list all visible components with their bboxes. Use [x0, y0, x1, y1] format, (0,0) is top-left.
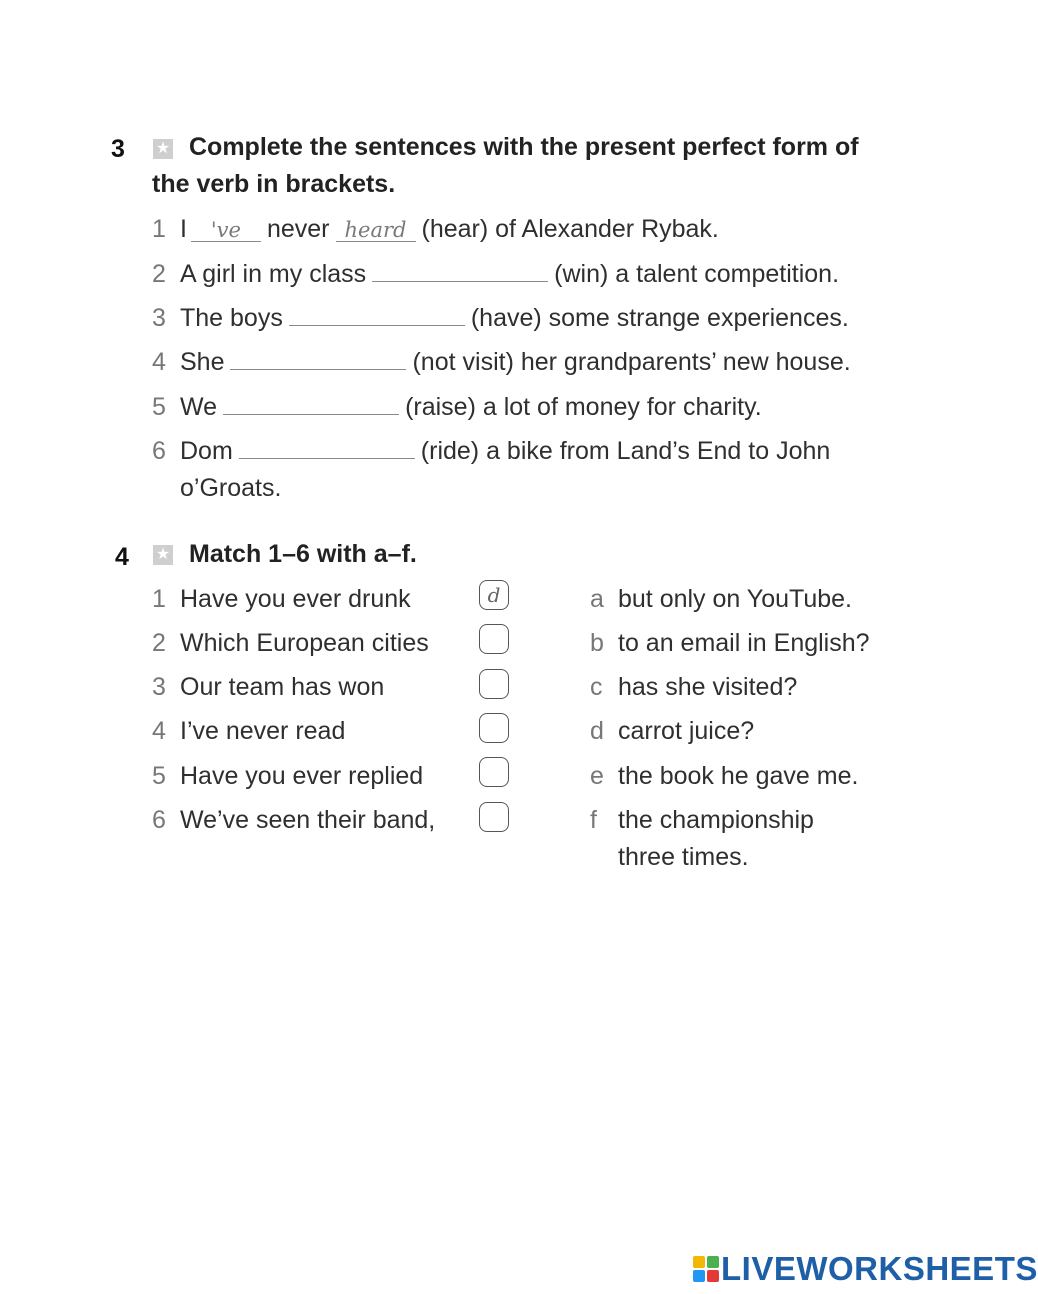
ex3-item-6	[152, 436, 830, 466]
item-number: 5	[152, 762, 166, 790]
item-text: the book he gave me.	[618, 762, 859, 790]
item-text-start: We	[180, 393, 218, 421]
item-text-middle: never	[266, 215, 330, 243]
answer-box-6[interactable]	[479, 802, 509, 832]
item-letter: a	[590, 585, 604, 613]
item-text: Which European cities	[180, 629, 429, 657]
answer-box-4[interactable]	[479, 713, 509, 743]
answer-box-2[interactable]	[479, 624, 509, 654]
ex3-item-3	[152, 303, 849, 333]
item-text: carrot juice?	[618, 717, 755, 745]
item-text-end: (hear) of Alexander Rybak.	[421, 215, 719, 243]
item-text: We’ve seen their band,	[180, 806, 436, 834]
item-number: 2	[152, 260, 166, 288]
item-letter: d	[590, 717, 604, 745]
item-number: 4	[152, 348, 166, 376]
ex3-item-6-continuation: o’Groats.	[180, 474, 282, 502]
item-number: 4	[152, 717, 166, 745]
match-right-a	[590, 585, 852, 614]
item-text: but only on YouTube.	[618, 585, 852, 613]
item-letter: f	[590, 806, 597, 834]
ex3-item-4	[152, 347, 851, 377]
item-text-start: The boys	[180, 304, 283, 332]
match-left-4	[152, 717, 345, 746]
item-number: 1	[152, 585, 166, 613]
item-text-end: (have) some strange experiences.	[470, 304, 849, 332]
liveworksheets-brand[interactable]: LIVEWORKSHEETS	[721, 1250, 1038, 1287]
item-number: 5	[152, 393, 166, 421]
answer-box-3[interactable]	[479, 669, 509, 699]
match-left-1	[152, 585, 411, 614]
match-left-3	[152, 673, 384, 702]
item-text: Our team has won	[180, 673, 385, 701]
item-letter: c	[590, 673, 603, 701]
item-number: 1	[152, 215, 166, 243]
answer-field[interactable]: 've	[191, 219, 261, 242]
item-text-start: Dom	[180, 437, 233, 465]
answer-field[interactable]	[372, 259, 548, 282]
item-number: 3	[152, 673, 166, 701]
item-letter: b	[590, 629, 604, 657]
exercise-4-number: 4	[115, 543, 129, 571]
item-number: 3	[152, 304, 166, 332]
exercise-4-instruction: Match 1–6 with a–f.	[189, 540, 417, 568]
match-left-5	[152, 762, 423, 791]
answer-box-5[interactable]	[479, 757, 509, 787]
answer-box-1[interactable]: d	[479, 580, 509, 610]
ex3-item-2	[152, 259, 839, 289]
ex3-item-5	[152, 392, 762, 422]
item-text: Have you ever drunk	[180, 585, 411, 613]
item-text: I’ve never read	[180, 717, 346, 745]
match-left-6	[152, 806, 435, 835]
ex3-item-1	[152, 215, 719, 244]
match-right-b	[590, 629, 870, 658]
match-right-f-continuation: three times.	[618, 843, 749, 871]
item-text-end: (ride) a bike from Land’s End to John	[420, 437, 831, 465]
exercise-3-number: 3	[111, 135, 125, 163]
item-text: the championship	[618, 806, 814, 834]
item-number: 6	[152, 437, 166, 465]
answer-field[interactable]	[289, 303, 465, 326]
star-icon: ★	[153, 545, 173, 565]
item-number: 6	[152, 806, 166, 834]
item-text-end: (raise) a lot of money for charity.	[405, 393, 762, 421]
answer-field[interactable]	[230, 347, 406, 370]
exercise-3-instruction-line-1: Complete the sentences with the present perfect form of	[189, 133, 859, 161]
answer-field[interactable]: heard	[336, 219, 416, 242]
liveworksheets-logo-icon	[693, 1256, 719, 1287]
item-text-start: She	[180, 348, 225, 376]
match-right-c	[590, 673, 797, 702]
item-text-start: I	[180, 215, 187, 243]
item-text-end: (not visit) her grandparents’ new house.	[412, 348, 851, 376]
item-text: to an email in English?	[618, 629, 870, 657]
item-text: Have you ever replied	[180, 762, 424, 790]
match-right-d	[590, 717, 754, 746]
star-icon: ★	[153, 139, 173, 159]
item-letter: e	[590, 762, 604, 790]
answer-field[interactable]	[223, 392, 399, 415]
item-number: 2	[152, 629, 166, 657]
answer-field[interactable]	[239, 436, 415, 459]
item-text: has she visited?	[618, 673, 798, 701]
match-right-e	[590, 762, 858, 791]
item-text-end: (win) a talent competition.	[554, 260, 840, 288]
item-text-start: A girl in my class	[180, 260, 367, 288]
match-left-2	[152, 629, 429, 658]
match-right-f	[590, 806, 814, 835]
exercise-3-instruction-line-2: the verb in brackets.	[152, 170, 396, 198]
